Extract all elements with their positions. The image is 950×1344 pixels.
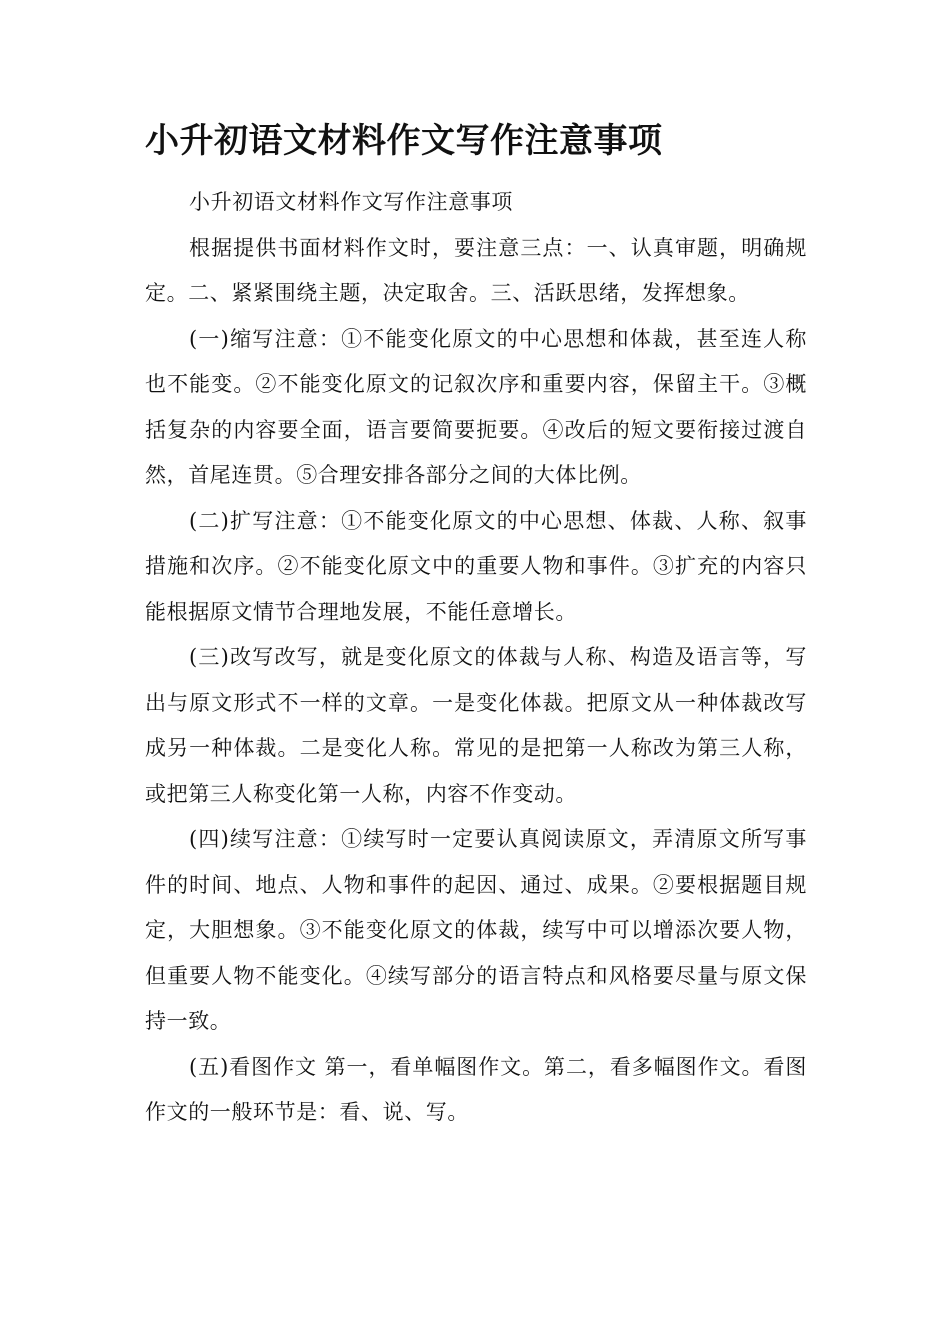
paragraph-picture-writing: (五)看图作文 第一，看单幅图作文。第二，看多幅图作文。看图作文的一般环节是：看、说、写。 <box>145 1054 807 1124</box>
document-body <box>145 180 807 1136</box>
paragraph-condensing: (一)缩写注意：①不能变化原文的中心思想和体裁，甚至连人称也不能变。②不能变化原文的记叙次序和重要内容，保留主干。③概括复杂的内容要全面，语言要简要扼要。④改后的短文要衔接过渡自然，首尾连贯。⑤合理安排各部分之间的大体比例。 <box>145 326 807 487</box>
paragraph-intro: 根据提供书面材料作文时，要注意三点：一、认真审题，明确规定。二、紧紧围绕主题，决定取舍。三、活跃思绪，发挥想象。 <box>145 235 807 305</box>
document-title: 小升初语文材料作文写作注意事项 <box>145 121 663 161</box>
paragraph-expanding: (二)扩写注意：①不能变化原文的中心思想、体裁、人称、叙事措施和次序。②不能变化原文中的重要人物和事件。③扩充的内容只能根据原文情节合理地发展，不能任意增长。 <box>145 508 807 624</box>
paragraph-rewriting: (三)改写改写，就是变化原文的体裁与人称、构造及语言等，写出与原文形式不一样的文章。一是变化体裁。把原文从一种体裁改写成另一种体裁。二是变化人称。常见的是把第一人称改为第三人称，或把第三人称变化第一人称，内容不作变动。 <box>145 645 807 806</box>
paragraph-continuation: (四)续写注意：①续写时一定要认真阅读原文，弄清原文所写事件的时间、地点、人物和事件的起因、通过、成果。②要根据题目规定，大胆想象。③不能变化原文的体裁，续写中可以增添次要人物，但重要人物不能变化。④续写部分的语言特点和风格要尽量与原文保持一致。 <box>145 827 807 1033</box>
paragraph-subtitle: 小升初语文材料作文写作注意事项 <box>189 190 513 214</box>
